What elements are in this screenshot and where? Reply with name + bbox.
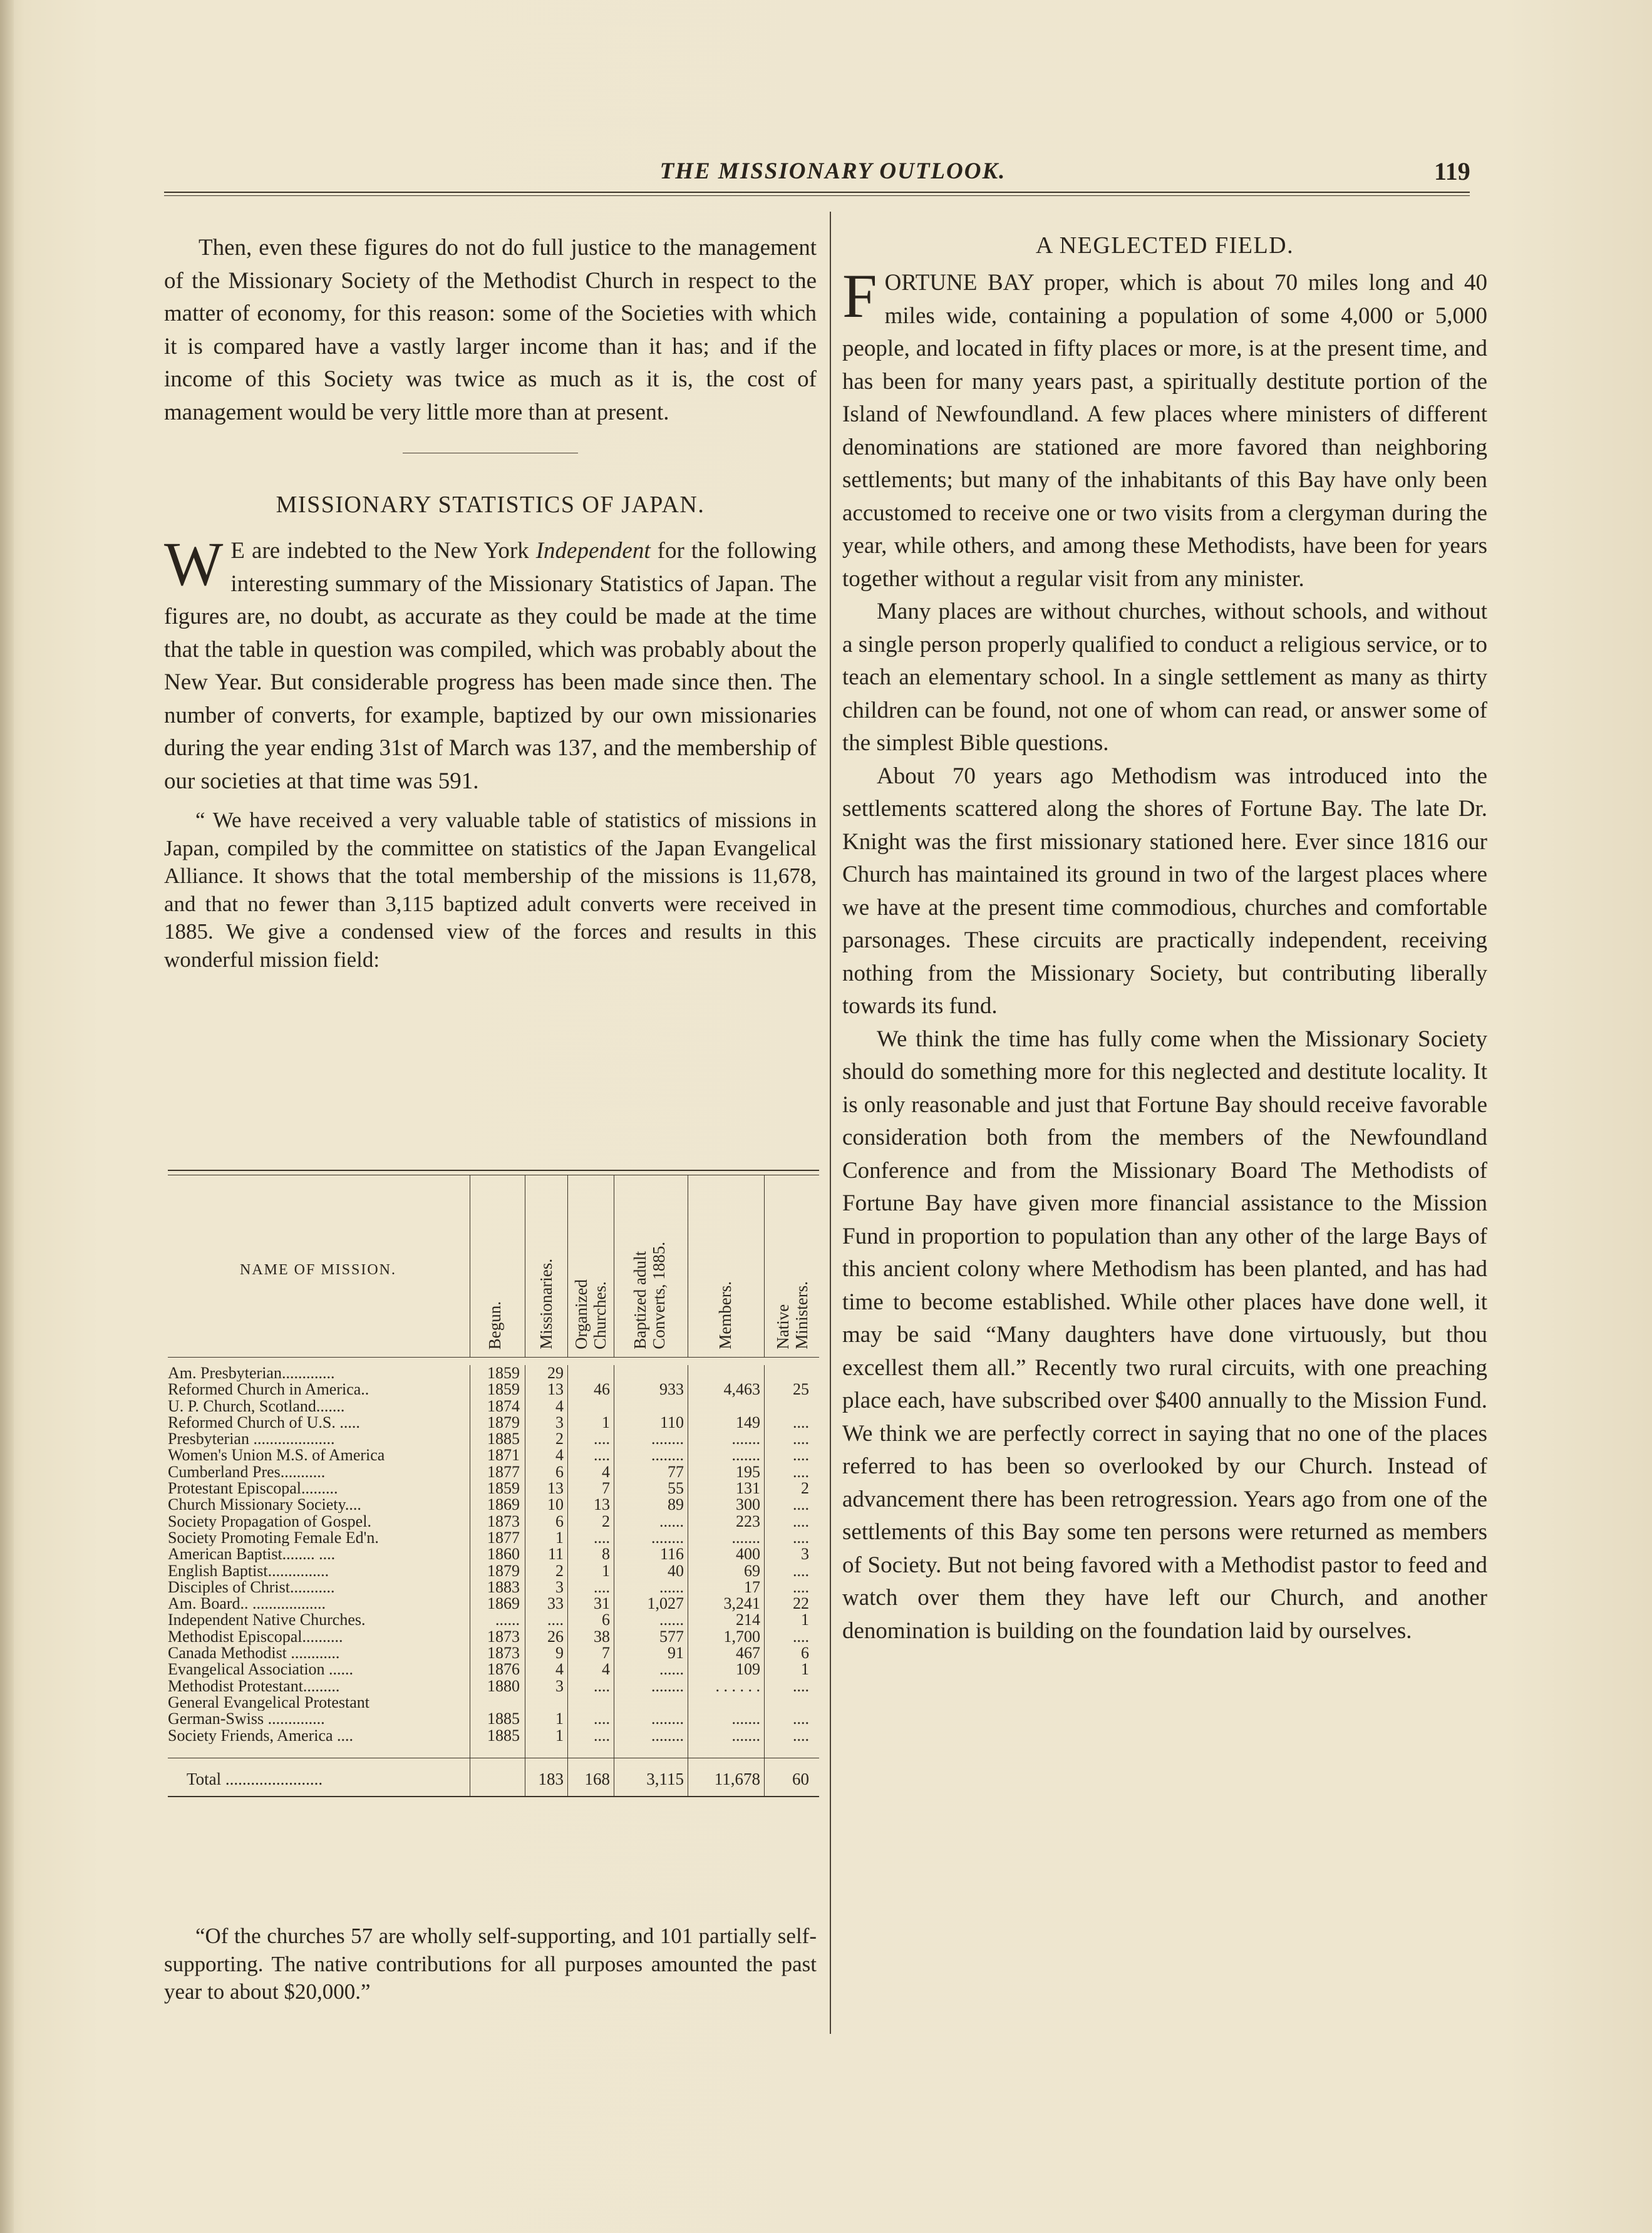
total-churches: 168 [584, 1769, 610, 1788]
cell-begun: 1869 [487, 1495, 520, 1514]
mission-name: Reformed Church in America.. [168, 1381, 369, 1398]
japan-intro-text-a: E are indebted to the New York [230, 538, 536, 564]
cell-begun: 1876 [487, 1660, 520, 1679]
col-rule [764, 1497, 765, 1513]
cell-ministers: .... [793, 1528, 809, 1547]
cell-begun: 1885 [487, 1726, 520, 1745]
col-rule [567, 1678, 568, 1694]
cell-missionaries: 4 [555, 1396, 564, 1415]
col-rule [567, 1365, 568, 1381]
col-rule [567, 1514, 568, 1530]
col-rule [764, 1711, 765, 1727]
cell-churches: .... [594, 1710, 610, 1728]
col-rule [567, 1596, 568, 1612]
cell-members: . . . . . . [715, 1676, 760, 1695]
header-native-ministers: Native Ministers. [773, 1281, 811, 1349]
total-converts: 3,115 [646, 1769, 684, 1788]
col-rule [764, 1381, 765, 1398]
col-rule [567, 1758, 568, 1796]
table-row [168, 1694, 819, 1711]
table-row [168, 1579, 819, 1596]
table-row [168, 1415, 819, 1431]
header-rule-thin [164, 195, 1470, 196]
running-title: THE MISSIONARY OUTLOOK. [659, 158, 1006, 184]
table-row [168, 1596, 819, 1612]
cell-begun: 1877 [487, 1528, 520, 1547]
cell-churches: 7 [602, 1644, 610, 1663]
cell-converts: 110 [659, 1413, 684, 1431]
cell-ministers: .... [793, 1676, 809, 1695]
cell-converts: ........ [651, 1430, 684, 1448]
table-row [168, 1645, 819, 1661]
cell-ministers: .... [793, 1462, 809, 1481]
cell-begun: 1859 [487, 1380, 520, 1399]
cell-churches: 38 [594, 1627, 610, 1646]
table-row [168, 1365, 819, 1381]
mission-name: Am. Board.. .................. [168, 1596, 326, 1612]
col-rule [764, 1596, 765, 1612]
cell-missionaries: 29 [547, 1364, 564, 1382]
cell-converts: 55 [668, 1479, 684, 1498]
table-row [168, 1514, 819, 1530]
fortune-bay-text-1: ORTUNE BAY proper, which is about 70 miles long and 40 miles wide, containing a population of some 4,000 or 5,000 people, and located in fifty places or more, is at the present time, and has been for many years past, a spiritually destitute portion of the Island of Newfoundland. A few places where ministers of different denominations are stationed are more favored than neighboring settlements; but many of the inhabitants of this Bay have only been accustomed to receive one or two visits from a clergyman during the year, while others, and among these Methodists, have been for years together without a regular visit from any minister. [842, 270, 1487, 592]
cell-converts: ...... [659, 1660, 684, 1679]
col-rule [567, 1381, 568, 1398]
cell-churches: 8 [602, 1545, 610, 1564]
cell-begun: ...... [495, 1611, 520, 1629]
cell-begun: 1874 [487, 1396, 520, 1415]
table-top-rule [168, 1170, 819, 1171]
cell-members: ....... [731, 1446, 760, 1465]
independent-title: Independent [535, 538, 651, 564]
cell-missionaries: .... [547, 1611, 564, 1629]
cell-converts: ........ [651, 1676, 684, 1695]
cell-churches: 1 [602, 1413, 610, 1431]
table-row [168, 1678, 819, 1694]
mission-name: Am. Presbyterian............. [168, 1365, 335, 1381]
table-row [168, 1711, 819, 1727]
cell-converts: 89 [668, 1495, 684, 1514]
cell-begun: 1877 [487, 1462, 520, 1481]
col-rule [567, 1579, 568, 1596]
cell-ministers: 25 [793, 1380, 809, 1399]
header-col-converts [614, 1175, 688, 1357]
cell-members: 195 [736, 1462, 760, 1481]
cell-members: 69 [744, 1561, 760, 1580]
col-rule [567, 1728, 568, 1744]
col-rule [764, 1728, 765, 1744]
table-row [168, 1661, 819, 1678]
total-label: Total ....................... [187, 1769, 323, 1788]
cell-missionaries: 3 [555, 1577, 564, 1596]
col-rule [764, 1694, 765, 1711]
cell-churches: .... [594, 1528, 610, 1547]
cell-ministers: 22 [793, 1594, 809, 1613]
japan-statistics-heading: MISSIONARY STATISTICS OF JAPAN. [276, 492, 705, 518]
header-col-churches [567, 1175, 614, 1357]
col-rule [567, 1694, 568, 1711]
table-body-padding [168, 1744, 819, 1758]
col-rule [764, 1464, 765, 1480]
cell-missionaries: 1 [555, 1528, 564, 1547]
table-total-row [168, 1758, 819, 1796]
cell-converts: ...... [659, 1512, 684, 1530]
col-rule [764, 1530, 765, 1546]
cell-members: 300 [736, 1495, 760, 1514]
quote-paragraph-2: “Of the churches 57 are wholly self-supporting, and 101 partially self-supporting. The native contributions for all purposes amounted the past year to about $20,000.” [164, 1924, 817, 2004]
col-rule [567, 1447, 568, 1463]
cell-missionaries: 6 [555, 1512, 564, 1530]
col-rule [567, 1546, 568, 1562]
col-rule [567, 1563, 568, 1579]
dropcap-w: W [164, 529, 224, 599]
cell-begun: 1871 [487, 1446, 520, 1465]
cell-members: ....... [731, 1430, 760, 1448]
cell-converts: ...... [659, 1611, 684, 1629]
cell-converts: 77 [668, 1462, 684, 1481]
cell-ministers: 3 [801, 1545, 809, 1564]
cell-missionaries: 33 [547, 1594, 564, 1613]
cell-begun: 1879 [487, 1413, 520, 1431]
cell-missionaries: 2 [555, 1430, 564, 1448]
cell-members: 131 [736, 1479, 760, 1498]
col-rule [567, 1629, 568, 1645]
cell-converts: ........ [651, 1446, 684, 1465]
table-row [168, 1612, 819, 1628]
cell-begun: 1859 [487, 1364, 520, 1382]
table-row [168, 1398, 819, 1415]
cell-missionaries: 3 [555, 1413, 564, 1431]
cell-members: ....... [731, 1528, 760, 1547]
cell-ministers: .... [793, 1577, 809, 1596]
cell-converts: 933 [659, 1380, 684, 1399]
header-members: Members. [716, 1281, 735, 1349]
cell-converts: ........ [651, 1528, 684, 1547]
table-row [168, 1447, 819, 1463]
cell-ministers: .... [793, 1561, 809, 1580]
cell-churches: 4 [602, 1660, 610, 1679]
header-begun: Begun. [485, 1301, 504, 1349]
cell-begun: 1885 [487, 1430, 520, 1448]
cell-missionaries: 10 [547, 1495, 564, 1514]
cell-churches: 6 [602, 1611, 610, 1629]
after-table-text [164, 1922, 817, 2006]
header-name-of-mission: NAME OF MISSION. [239, 1262, 397, 1278]
cell-churches: 7 [602, 1479, 610, 1498]
cell-missionaries: 13 [547, 1380, 564, 1399]
table-header [168, 1175, 819, 1357]
cell-churches: .... [594, 1676, 610, 1695]
cell-churches: 1 [602, 1561, 610, 1580]
col-rule [764, 1661, 765, 1678]
page-number: 119 [1434, 157, 1470, 185]
cell-ministers: .... [793, 1726, 809, 1745]
cell-churches: .... [594, 1430, 610, 1448]
cell-converts: 1,027 [647, 1594, 684, 1613]
cell-members: 223 [736, 1512, 760, 1530]
japan-intro-text-b: for the following interesting summary of the Missionary Statistics of Japan. The figures are, no doubt, as accurate as they could be made at the time that the table in question was compiled, which was probably about the New Year. But considerable progress has been made since then. The number of converts, for example, baptized by our own missionaries during the year ending 31st of March was 137, and the membership of our societies at that time was 591. [164, 538, 817, 794]
mission-name: Disciples of Christ........... [168, 1579, 335, 1596]
col-rule [764, 1612, 765, 1628]
total-missionaries: 183 [538, 1769, 564, 1788]
cell-begun: 1880 [487, 1676, 520, 1695]
cell-members: 214 [736, 1611, 760, 1629]
header-col-ministers [764, 1175, 820, 1357]
mission-name: English Baptist............... [168, 1562, 329, 1579]
col-rule [764, 1398, 765, 1415]
mission-name: Methodist Episcopal.......... [168, 1628, 343, 1645]
cell-begun: 1860 [487, 1545, 520, 1564]
total-members: 11,678 [714, 1769, 760, 1788]
fortune-bay-paragraph-4: We think the time has fully come when the Missionary Society should do something more for this neglected and destitute locality. It is only reasonable and just that Fortune Bay should receive favorable consideration both from the members of the Newfoundland Conference and from the Missionary Board The Methodists of Fortune Bay have given more financial assistance to the Mission Fund in proportion to population than any other of the large Bays of this ancient colony where Methodism has been planted, and has had time to become established. While other places have done well, it may be said “Many daughters have done virtuously, but thou excellest them all.” Recently two rural circuits, with one preaching place each, have subscribed over $400 annually to the Mission Fund. We think we are perfectly correct in saying that no one of the places referred to has been so overlooked by our Church. Instead of advancement there has been retrogression. Years ago from one of the settlements of this Bay some ten persons were returned as members of Society. But not being favored with a Methodist pastor to feed and watch over them they have left our Church, and another denomination is building on the foundation laid by ourselves. [842, 1026, 1487, 1644]
cell-converts: ........ [651, 1726, 684, 1745]
col-rule [567, 1415, 568, 1431]
table-row [168, 1480, 819, 1497]
cell-begun: 1859 [487, 1479, 520, 1498]
col-rule [764, 1514, 765, 1530]
cell-converts: ...... [659, 1577, 684, 1596]
col-rule [567, 1530, 568, 1546]
cell-members: 149 [736, 1413, 760, 1431]
col-rule [567, 1480, 568, 1497]
col-rule [764, 1579, 765, 1596]
mission-name: Cumberland Pres........... [168, 1463, 326, 1480]
mission-name: German-Swiss .............. [168, 1711, 325, 1728]
cell-begun: 1869 [487, 1594, 520, 1613]
col-rule [567, 1398, 568, 1415]
col-rule [764, 1645, 765, 1661]
cell-missionaries: 1 [555, 1726, 564, 1745]
col-rule [764, 1563, 765, 1579]
cell-churches: .... [594, 1577, 610, 1596]
cell-converts: 577 [659, 1627, 684, 1646]
table-row [168, 1546, 819, 1562]
cell-members: 400 [736, 1545, 760, 1564]
table-row [168, 1728, 819, 1744]
column-divider [830, 212, 831, 2034]
col-rule [567, 1612, 568, 1628]
cell-missionaries: 6 [555, 1462, 564, 1481]
cell-ministers: 2 [801, 1479, 809, 1498]
col-rule [567, 1431, 568, 1447]
cell-ministers: 1 [801, 1611, 809, 1629]
header-rule [164, 192, 1470, 193]
cell-converts: 40 [668, 1561, 684, 1580]
cell-ministers: .... [793, 1512, 809, 1530]
col-rule [764, 1744, 765, 1758]
table-row [168, 1381, 819, 1398]
cell-members: 109 [736, 1660, 760, 1679]
cell-begun: 1873 [487, 1644, 520, 1663]
page-spine-shadow [0, 0, 14, 2233]
table-row [168, 1629, 819, 1645]
col-rule [764, 1447, 765, 1463]
mission-name: Evangelical Association ...... [168, 1661, 354, 1678]
cell-converts: 91 [668, 1644, 684, 1663]
left-column [164, 232, 817, 974]
mission-name: Presbyterian .................... [168, 1431, 335, 1448]
header-baptized-converts: Baptized adult Converts, 1885. [631, 1242, 668, 1349]
cell-missionaries: 4 [555, 1660, 564, 1679]
table-row [168, 1497, 819, 1513]
cell-missionaries: 11 [547, 1545, 564, 1564]
cell-churches: 13 [594, 1495, 610, 1514]
header-missionaries: Missionaries. [537, 1259, 555, 1349]
japan-intro-paragraph [164, 529, 817, 798]
mission-name: Reformed Church of U.S. ..... [168, 1414, 360, 1431]
mission-name: Canada Methodist ............ [168, 1645, 340, 1662]
col-rule [567, 1744, 568, 1758]
cell-members: ....... [731, 1710, 760, 1728]
mission-name: American Baptist........ .... [168, 1546, 336, 1563]
cell-ministers: 1 [801, 1660, 809, 1679]
cell-ministers: .... [793, 1413, 809, 1431]
mission-name: Society Promoting Female Ed'n. [168, 1529, 379, 1546]
col-rule [764, 1480, 765, 1497]
table-row [168, 1563, 819, 1579]
intro-paragraph: Then, even these figures do not do full justice to the management of the Missionary Society of the Methodist Church in respect to the matter of economy, for this reason: some of the Societies with which it is compared have a vastly larger income than it has; and if the income of this Society was twice as much as it is, the cost of management would be very little more than at present. [164, 235, 817, 425]
mission-name: Protestant Episcopal......... [168, 1480, 338, 1497]
dropcap-f: F [842, 261, 877, 331]
header-col-members [688, 1175, 765, 1357]
col-rule [764, 1546, 765, 1562]
cell-ministers: 6 [801, 1644, 809, 1663]
cell-ministers: .... [793, 1430, 809, 1448]
cell-churches: 46 [594, 1380, 610, 1399]
cell-missionaries: 26 [547, 1627, 564, 1646]
header-col-begun [470, 1175, 525, 1357]
col-rule [764, 1415, 765, 1431]
mission-name: Women's Union M.S. of America [168, 1447, 385, 1464]
col-rule [764, 1758, 765, 1796]
col-rule [764, 1629, 765, 1645]
mission-name: General Evangelical Protestant [168, 1694, 369, 1711]
cell-begun: 1883 [487, 1577, 520, 1596]
fortune-bay-paragraph-1 [842, 261, 1487, 596]
header-col-missionaries [525, 1175, 568, 1357]
table-bottom-rule [168, 1796, 819, 1797]
col-rule [764, 1678, 765, 1694]
cell-churches: 4 [602, 1462, 610, 1481]
cell-ministers: .... [793, 1495, 809, 1514]
cell-churches: 31 [594, 1594, 610, 1613]
cell-churches: 2 [602, 1512, 610, 1530]
table-row [168, 1530, 819, 1546]
cell-begun: 1879 [487, 1561, 520, 1580]
fortune-bay-paragraph-3: About 70 years ago Methodism was introduced into the settlements scattered along the shores of Fortune Bay. The late Dr. Knight was the first missionary stationed here. Ever since 1816 our Church has maintained its ground in two of the largest places where we have at the present time commodious, churches and comfortable parsonages. These circuits are practically independent, receiving nothing from the Missionary Society, but contributing liberally towards its fund. [842, 763, 1487, 1019]
table-body [168, 1357, 819, 1758]
cell-members: 4,463 [723, 1380, 760, 1399]
col-rule [764, 1365, 765, 1381]
cell-missionaries: 1 [555, 1710, 564, 1728]
cell-members: 1,700 [723, 1627, 760, 1646]
cell-churches: .... [594, 1446, 610, 1465]
cell-begun: 1885 [487, 1710, 520, 1728]
cell-ministers: .... [793, 1446, 809, 1465]
table-row [168, 1431, 819, 1447]
total-ministers: 60 [792, 1769, 809, 1788]
table-row [168, 1464, 819, 1480]
mission-name: Church Missionary Society.... [168, 1497, 361, 1514]
fortune-bay-paragraph-2: Many places are without churches, without schools, and without a single person properly qualified to conduct a religious service, or to teach an elementary school. In a single settlement as many as thirty children can be found, not one of whom can read, or answer some of the simplest Bible questions. [842, 599, 1487, 756]
header-organized-churches: Organized Churches. [572, 1279, 609, 1349]
neglected-field-heading: A NEGLECTED FIELD. [1035, 232, 1294, 259]
mission-name: Methodist Protestant......... [168, 1678, 340, 1694]
cell-ministers: .... [793, 1710, 809, 1728]
mission-name: Independent Native Churches. [168, 1612, 366, 1629]
cell-converts: ........ [651, 1710, 684, 1728]
mission-name: U. P. Church, Scotland....... [168, 1398, 345, 1415]
col-rule [567, 1645, 568, 1661]
cell-missionaries: 4 [555, 1446, 564, 1465]
mission-name: Society Propagation of Gospel. [168, 1513, 371, 1530]
cell-missionaries: 9 [555, 1644, 564, 1663]
right-column [842, 232, 1487, 1648]
cell-members: ....... [731, 1726, 760, 1745]
cell-begun: 1873 [487, 1512, 520, 1530]
col-rule [567, 1464, 568, 1480]
col-rule [567, 1497, 568, 1513]
cell-converts: 116 [659, 1545, 684, 1564]
quote-paragraph-1: “ We have received a very valuable table of statistics of missions in Japan, compiled by the committee on statistics of the Japan Evangelical Alliance. It shows that the total membership of the missions is 11,678, and that no fewer than 3,115 baptized adult converts were received in 1885. We give a condensed view of the forces and results in this wonderful mission field: [164, 808, 817, 972]
cell-begun: 1873 [487, 1627, 520, 1646]
cell-churches: .... [594, 1726, 610, 1745]
cell-ministers: .... [793, 1627, 809, 1646]
cell-members: 467 [736, 1644, 760, 1663]
col-rule [567, 1661, 568, 1678]
mission-name: Society Friends, America .... [168, 1727, 354, 1744]
cell-missionaries: 2 [555, 1561, 564, 1580]
cell-missionaries: 3 [555, 1676, 564, 1695]
cell-members: 3,241 [723, 1594, 760, 1613]
cell-members: 17 [744, 1577, 760, 1596]
col-rule [764, 1431, 765, 1447]
cell-missionaries: 13 [547, 1479, 564, 1498]
mission-statistics-table [168, 1170, 819, 1797]
col-rule [567, 1711, 568, 1727]
